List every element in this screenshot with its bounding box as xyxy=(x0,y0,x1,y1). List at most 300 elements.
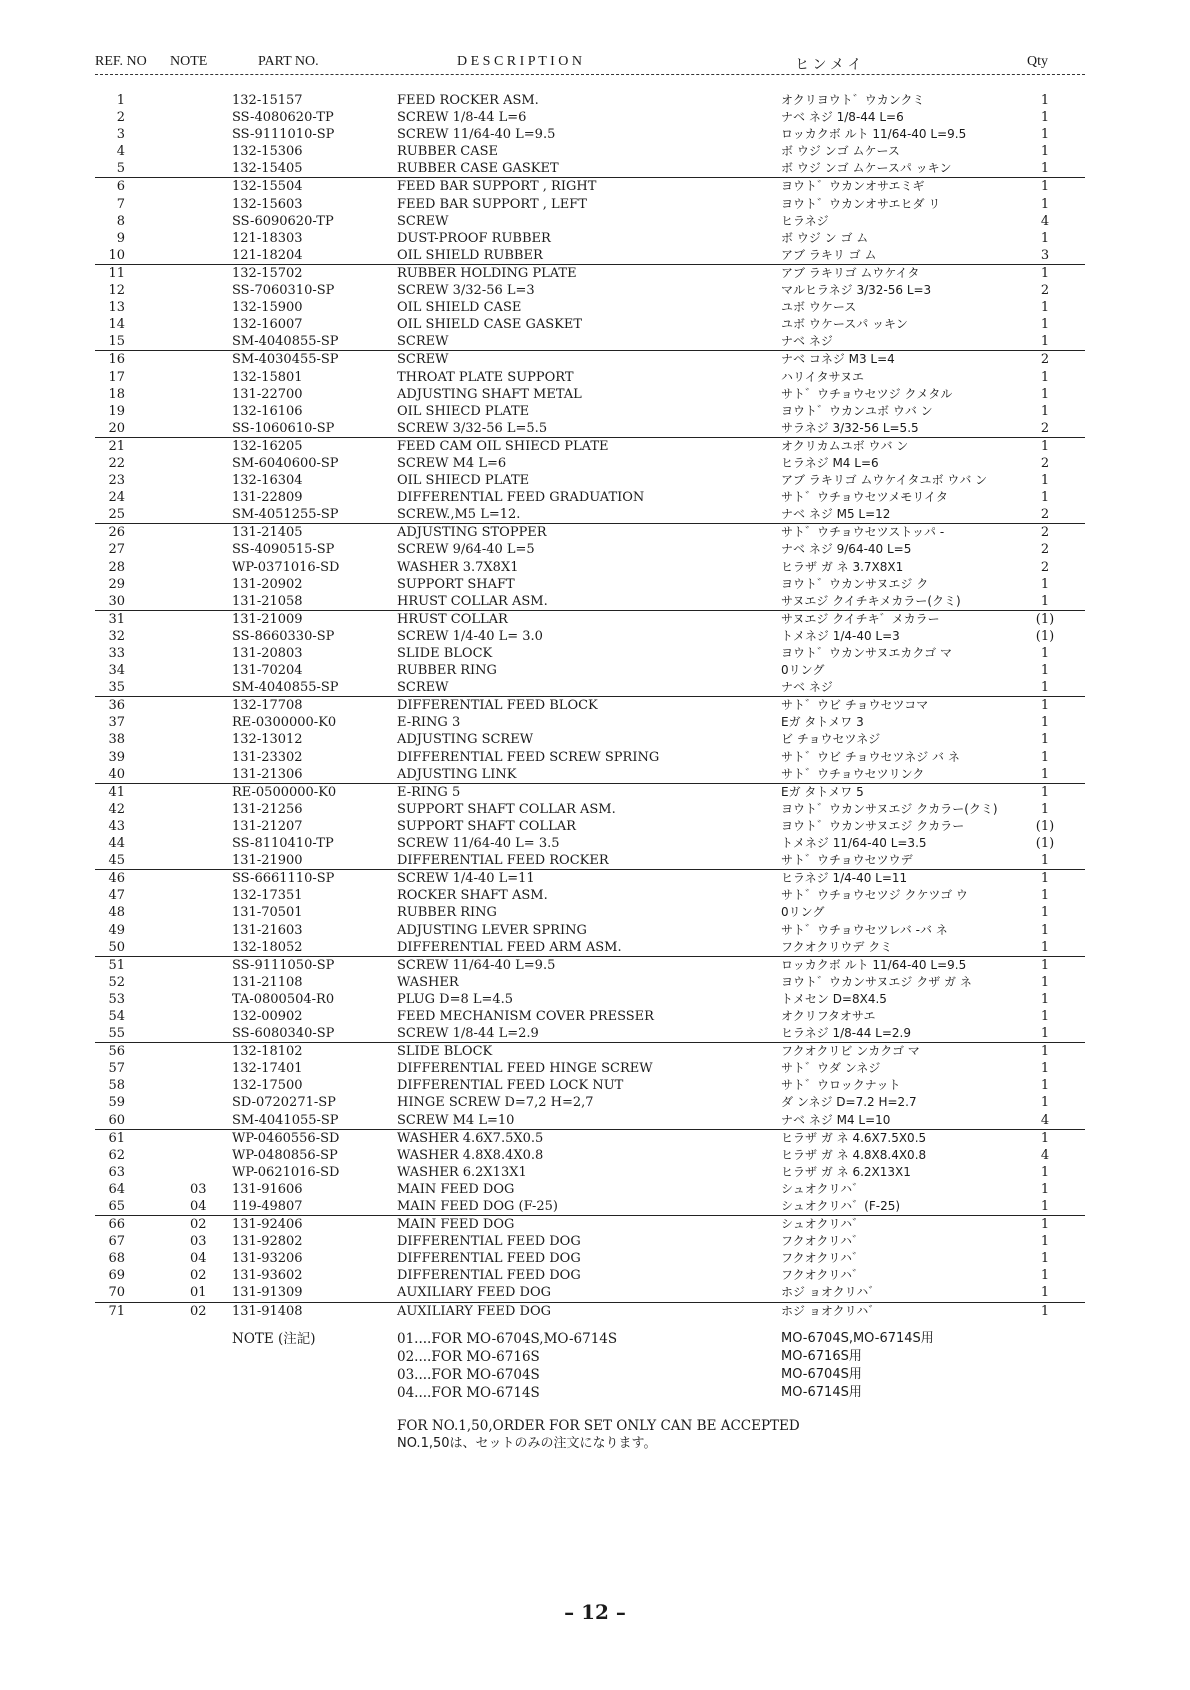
table-row xyxy=(95,749,1085,766)
ref-number: 24 xyxy=(108,490,125,506)
table-row xyxy=(95,1025,1085,1043)
part-number: SS-8110410-TP xyxy=(232,836,334,852)
quantity: 1 xyxy=(1040,1199,1050,1214)
description: AUXILIARY FEED DOG xyxy=(397,1303,552,1319)
japanese-name: ヒラネジ 1/4-40 L=11 xyxy=(781,871,908,886)
ref-number: 46 xyxy=(108,871,125,887)
part-number: 132-17401 xyxy=(232,1061,303,1077)
description: RUBBER RING xyxy=(397,663,497,679)
description: HRUST COLLAR xyxy=(397,611,508,627)
description: SCREW 3/32-56 L=5.5 xyxy=(397,420,548,436)
table-row xyxy=(95,1267,1085,1284)
description: SCREW 11/64-40 L=9.5 xyxy=(397,127,556,143)
part-number: WP-0371016-SD xyxy=(232,559,340,575)
japanese-name: ヨウト゛ウカンサヌエジ クカラー xyxy=(781,818,965,833)
japanese-name: ヒラザ ガ ネ 3.7X8X1 xyxy=(781,559,904,574)
ref-number: 63 xyxy=(108,1164,125,1180)
description: SCREW M4 L=6 xyxy=(397,455,507,471)
table-row xyxy=(95,299,1085,316)
table-row xyxy=(95,265,1085,282)
table-row xyxy=(95,420,1085,438)
table-row xyxy=(95,662,1085,679)
part-number: SM-6040600-SP xyxy=(232,455,339,471)
table-row xyxy=(95,1077,1085,1094)
japanese-name: ロッカクボ ルト 11/64-40 L=9.5 xyxy=(781,127,967,142)
description: SCREW 1/4-40 L=11 xyxy=(397,871,535,887)
quantity: 1 xyxy=(1040,179,1050,195)
description: AUXILIARY FEED DOG xyxy=(397,1285,552,1301)
quantity: 1 xyxy=(1040,1026,1050,1042)
table-row xyxy=(95,541,1085,558)
table-row xyxy=(95,1216,1085,1233)
part-number: SD-0720271-SP xyxy=(232,1095,336,1111)
part-number: SS-9111050-SP xyxy=(232,957,335,973)
table-row xyxy=(95,576,1085,593)
description: OIL SHIECD PLATE xyxy=(397,403,530,419)
description: FEED CAM OIL SHIECD PLATE xyxy=(397,438,609,454)
japanese-name: ヨウト゛ウカンサヌエジ クザ ガ ネ xyxy=(781,974,972,989)
quantity: 1 xyxy=(1040,1061,1050,1077)
note-item-en: 03....FOR MO-6704S xyxy=(397,1367,540,1383)
ref-number: 5 xyxy=(116,161,125,177)
part-number: 132-00902 xyxy=(232,1008,303,1024)
table-row xyxy=(95,922,1085,939)
part-number: SM-4040855-SP xyxy=(232,680,339,696)
table-row xyxy=(95,316,1085,333)
part-number: SM-4040855-SP xyxy=(232,334,339,350)
quantity: 3 xyxy=(1040,247,1050,263)
note-code: 02 xyxy=(190,1217,207,1233)
japanese-name: 0リング xyxy=(781,905,825,920)
ref-number: 39 xyxy=(108,749,125,765)
table-row xyxy=(95,714,1085,731)
quantity: 1 xyxy=(1040,663,1050,679)
part-number: 131-91606 xyxy=(232,1181,303,1197)
ref-number: 18 xyxy=(108,386,125,402)
japanese-name: ナベ コネジ M3 L=4 xyxy=(781,352,895,367)
table-row xyxy=(95,852,1085,870)
quantity: 1 xyxy=(1040,1285,1050,1301)
japanese-name: フクオクリウデ クミ xyxy=(781,939,893,954)
table-row xyxy=(95,230,1085,247)
note-item-en: 04....FOR MO-6714S xyxy=(397,1385,540,1401)
parts-table xyxy=(95,92,1085,1320)
quantity: 1 xyxy=(1040,93,1050,108)
quantity: 2 xyxy=(1040,542,1050,558)
quantity: 1 xyxy=(1040,1303,1050,1319)
ref-number: 25 xyxy=(108,507,125,523)
description: FEED MECHANISM COVER PRESSER xyxy=(397,1008,654,1024)
ref-number: 44 xyxy=(108,836,125,852)
japanese-name: ビ チョウセツネジ xyxy=(781,732,881,747)
description: SCREW xyxy=(397,352,449,368)
table-row xyxy=(95,213,1085,230)
quantity: (1) xyxy=(1035,611,1055,627)
quantity: 1 xyxy=(1040,1234,1050,1250)
description: DIFFERENTIAL FEED DOG xyxy=(397,1268,581,1284)
part-number: WP-0621016-SD xyxy=(232,1164,340,1180)
description: DIFFERENTIAL FEED GRADUATION xyxy=(397,490,645,506)
description: RUBBER CASE xyxy=(397,144,498,160)
table-row xyxy=(95,524,1085,541)
part-number: 131-22700 xyxy=(232,386,303,402)
japanese-name: Eガ タトメワ 3 xyxy=(781,715,864,730)
japanese-name: シュオクリハ゛(F-25) xyxy=(781,1199,901,1213)
description: DIFFERENTIAL FEED SCREW SPRING xyxy=(397,749,660,765)
table-row xyxy=(95,628,1085,645)
part-number: SS-6090620-TP xyxy=(232,213,334,229)
description: E-RING 5 xyxy=(397,784,461,800)
description: SCREW 11/64-40 L= 3.5 xyxy=(397,836,560,852)
part-number: 132-18102 xyxy=(232,1044,303,1060)
ref-number: 45 xyxy=(108,853,125,869)
description: FEED BAR SUPPORT , RIGHT xyxy=(397,179,597,195)
part-number: 131-20902 xyxy=(232,576,303,592)
ref-number: 60 xyxy=(108,1112,125,1128)
part-number: 131-21405 xyxy=(232,525,303,541)
ref-number: 4 xyxy=(116,144,125,160)
note-code: 04 xyxy=(190,1251,207,1267)
part-number: 131-21009 xyxy=(232,611,303,627)
ref-number: 16 xyxy=(108,352,125,368)
japanese-name: サト゛ウチョウセツジ クケツゴ ウ xyxy=(781,888,968,903)
japanese-name: ハリイタサヌエ xyxy=(781,369,865,384)
quantity: 1 xyxy=(1040,1008,1050,1024)
japanese-name: ヨウト゛ウカンユボ ウバ ン xyxy=(781,403,933,418)
part-number: 132-16205 xyxy=(232,438,303,454)
ref-number: 10 xyxy=(108,247,125,263)
table-row xyxy=(95,178,1085,195)
table-row xyxy=(95,1130,1085,1147)
table-row xyxy=(95,333,1085,351)
description: SCREW.,M5 L=12. xyxy=(397,507,521,523)
ref-number: 33 xyxy=(108,646,125,661)
japanese-name: オクリフタオサエ xyxy=(781,1008,876,1023)
ref-number: 11 xyxy=(108,265,125,281)
quantity: 1 xyxy=(1040,732,1050,748)
japanese-name: ホジ ョオクリハ゛ xyxy=(781,1303,881,1318)
table-row xyxy=(95,282,1085,299)
ref-number: 52 xyxy=(108,974,125,990)
table-row xyxy=(95,679,1085,697)
table-row xyxy=(95,1147,1085,1164)
part-number: 132-15702 xyxy=(232,265,303,281)
description: SUPPORT SHAFT COLLAR ASM. xyxy=(397,801,616,817)
ref-number: 62 xyxy=(108,1147,125,1163)
japanese-name: ナベ ネジ xyxy=(781,680,833,695)
note-code: 03 xyxy=(190,1181,207,1197)
ref-number: 58 xyxy=(108,1078,125,1094)
table-row xyxy=(95,351,1085,368)
ref-number: 19 xyxy=(108,403,125,419)
quantity: 1 xyxy=(1040,334,1050,350)
quantity: 1 xyxy=(1040,369,1050,385)
japanese-name: ヒラザ ガ ネ 4.8X8.4X0.8 xyxy=(781,1147,927,1162)
part-number: SM-4030455-SP xyxy=(232,352,339,368)
note-code: 01 xyxy=(190,1285,207,1301)
ref-number: 47 xyxy=(108,888,125,904)
table-row xyxy=(95,1181,1085,1198)
part-number: 132-17500 xyxy=(232,1078,303,1094)
table-row xyxy=(95,991,1085,1008)
japanese-name: Eガ タトメワ 5 xyxy=(781,784,864,799)
description: MAIN FEED DOG xyxy=(397,1181,515,1197)
ref-number: 61 xyxy=(108,1130,125,1146)
table-row xyxy=(95,1233,1085,1250)
description: WASHER 4.8X8.4X0.8 xyxy=(397,1147,544,1163)
ref-number: 59 xyxy=(108,1095,125,1111)
part-number: SS-7060310-SP xyxy=(232,283,335,299)
part-number: 132-15405 xyxy=(232,161,303,177)
part-number: SS-8660330-SP xyxy=(232,628,335,644)
table-row xyxy=(95,1250,1085,1267)
description: MAIN FEED DOG xyxy=(397,1217,515,1233)
quantity: 1 xyxy=(1040,939,1050,955)
quantity: 2 xyxy=(1040,559,1050,575)
note-item-jp: MO-6716S用 xyxy=(781,1349,862,1364)
part-number: RE-0300000-K0 xyxy=(232,715,337,731)
japanese-name: フクオクリハ゛ xyxy=(781,1234,865,1249)
table-row xyxy=(95,766,1085,784)
note-code: 03 xyxy=(190,1234,207,1250)
header-description: D E S C R I P T I O N xyxy=(457,54,582,69)
japanese-name: ユボ ウケースパ ッキン xyxy=(781,317,908,332)
quantity: 1 xyxy=(1040,144,1050,160)
table-row xyxy=(95,1303,1085,1320)
note-code: 02 xyxy=(190,1303,207,1319)
table-row xyxy=(95,438,1085,455)
japanese-name: 0リング xyxy=(781,663,825,678)
part-number: 132-15603 xyxy=(232,196,303,212)
description: HRUST COLLAR ASM. xyxy=(397,593,548,609)
quantity: 1 xyxy=(1040,715,1050,731)
japanese-name: ナベ ネジ 9/64-40 L=5 xyxy=(781,542,912,557)
ref-number: 64 xyxy=(108,1181,125,1197)
quantity: 1 xyxy=(1040,905,1050,921)
table-row xyxy=(95,1112,1085,1130)
description: SLIDE BLOCK xyxy=(397,1044,493,1060)
japanese-name: ナベ ネジ 1/8-44 L=6 xyxy=(781,110,904,125)
japanese-name: ヒラネジ xyxy=(781,213,829,228)
table-row xyxy=(95,109,1085,126)
japanese-name: ボ ウジ ンゴ ムケースパ ッキン xyxy=(781,161,952,176)
ref-number: 26 xyxy=(108,525,125,541)
japanese-name: ホジ ョオクリハ゛ xyxy=(781,1285,881,1300)
part-number: 132-17708 xyxy=(232,698,303,714)
quantity: 2 xyxy=(1040,507,1050,523)
quantity: 1 xyxy=(1040,646,1050,661)
table-row xyxy=(95,835,1085,852)
description: SCREW 1/8-44 L=6 xyxy=(397,110,527,126)
japanese-name: ナベ ネジ xyxy=(781,334,833,349)
part-number: 131-92406 xyxy=(232,1217,303,1233)
ref-number: 32 xyxy=(108,628,125,644)
quantity: (1) xyxy=(1035,628,1055,644)
quantity: 1 xyxy=(1040,957,1050,973)
table-row xyxy=(95,784,1085,801)
ref-number: 8 xyxy=(116,213,125,229)
japanese-name: サト゛ウチョウセツストッパ - xyxy=(781,525,945,540)
description: SCREW xyxy=(397,213,449,229)
part-number: 121-18204 xyxy=(232,247,303,263)
japanese-name: ヒラザ ガ ネ 4.6X7.5X0.5 xyxy=(781,1130,927,1145)
japanese-name: ヒラザ ガ ネ 6.2X13X1 xyxy=(781,1164,911,1179)
quantity: 1 xyxy=(1040,127,1050,143)
note-item-en: 02....FOR MO-6716S xyxy=(397,1349,540,1365)
table-row xyxy=(95,593,1085,611)
part-number: 132-15801 xyxy=(232,369,303,385)
table-row xyxy=(95,1043,1085,1060)
ref-number: 35 xyxy=(108,680,125,696)
japanese-name: ユボ ウケース xyxy=(781,300,857,315)
quantity: 1 xyxy=(1040,265,1050,281)
description: ADJUSTING STOPPER xyxy=(397,525,547,541)
japanese-name: アブ ラキリゴ ムウケイタ xyxy=(781,265,920,280)
table-row xyxy=(95,489,1085,506)
ref-number: 20 xyxy=(108,420,125,436)
description: SLIDE BLOCK xyxy=(397,646,493,661)
ref-number: 38 xyxy=(108,732,125,748)
table-row xyxy=(95,386,1085,403)
ref-number: 12 xyxy=(108,283,125,299)
quantity: 2 xyxy=(1040,420,1050,436)
table-row xyxy=(95,455,1085,472)
quantity: 1 xyxy=(1040,386,1050,402)
note-item-en: 01....FOR MO-6704S,MO-6714S xyxy=(397,1331,618,1347)
quantity: 4 xyxy=(1040,1147,1050,1163)
quantity: 1 xyxy=(1040,196,1050,212)
header-ref: REF. NO xyxy=(95,54,147,69)
japanese-name: サト゛ウチョウセツリンク xyxy=(781,766,925,781)
japanese-name: サヌエジ クイチキメカラー(クミ) xyxy=(781,593,961,608)
note-item-jp: MO-6704S,MO-6714S用 xyxy=(781,1331,934,1346)
quantity: 1 xyxy=(1040,1044,1050,1060)
part-number: 131-22809 xyxy=(232,490,303,506)
quantity: 1 xyxy=(1040,871,1050,887)
quantity: 1 xyxy=(1040,888,1050,904)
ref-number: 28 xyxy=(108,559,125,575)
quantity: 1 xyxy=(1040,1251,1050,1267)
quantity: 1 xyxy=(1040,110,1050,126)
order-notice-en: FOR NO.1,50,ORDER FOR SET ONLY CAN BE ACCEPTED xyxy=(397,1418,800,1434)
quantity: 1 xyxy=(1040,698,1050,714)
part-number: 121-18303 xyxy=(232,230,303,246)
japanese-name: オクリヨウト゛ウカンクミ xyxy=(781,93,925,107)
japanese-name: ナベ ネジ M4 L=10 xyxy=(781,1112,891,1127)
table-row xyxy=(95,801,1085,818)
description: SCREW 1/4-40 L= 3.0 xyxy=(397,628,543,644)
japanese-name: トメネジ 1/4-40 L=3 xyxy=(781,628,900,643)
part-number: 131-93602 xyxy=(232,1268,303,1284)
ref-number: 27 xyxy=(108,542,125,558)
description: DIFFERENTIAL FEED HINGE SCREW xyxy=(397,1061,653,1077)
part-number: 132-17351 xyxy=(232,888,303,904)
japanese-name: ボ ウジ ン ゴ ム xyxy=(781,230,869,245)
description: HINGE SCREW D=7,2 H=2,7 xyxy=(397,1095,594,1111)
part-number: 132-15306 xyxy=(232,144,303,160)
japanese-name: ダ ンネジ D=7.2 H=2.7 xyxy=(781,1095,917,1110)
part-number: 132-15504 xyxy=(232,179,303,195)
description: SCREW xyxy=(397,680,449,696)
order-notice-jp: NO.1,50は、セットのみの注文になります。 xyxy=(397,1436,657,1451)
quantity: 1 xyxy=(1040,680,1050,696)
table-row xyxy=(95,160,1085,178)
ref-number: 40 xyxy=(108,766,125,782)
ref-number: 14 xyxy=(108,317,125,333)
description: DIFFERENTIAL FEED BLOCK xyxy=(397,698,598,714)
table-row xyxy=(95,904,1085,921)
ref-number: 34 xyxy=(108,663,125,679)
quantity: 1 xyxy=(1040,230,1050,246)
description: WASHER 4.6X7.5X0.5 xyxy=(397,1130,544,1146)
header-divider xyxy=(95,74,1085,75)
ref-number: 43 xyxy=(108,818,125,834)
quantity: 1 xyxy=(1040,974,1050,990)
ref-number: 2 xyxy=(116,110,125,126)
japanese-name: サト゛ウチョウセツメモリイタ xyxy=(781,490,949,505)
quantity: 1 xyxy=(1040,300,1050,316)
ref-number: 57 xyxy=(108,1061,125,1077)
japanese-name: ヒラネジ 1/8-44 L=2.9 xyxy=(781,1026,912,1041)
quantity: 1 xyxy=(1040,1095,1050,1111)
part-number: 131-91408 xyxy=(232,1303,303,1319)
description: ADJUSTING SHAFT METAL xyxy=(397,386,582,402)
ref-number: 7 xyxy=(116,196,125,212)
description: DIFFERENTIAL FEED ROCKER xyxy=(397,853,609,869)
table-row xyxy=(95,1094,1085,1111)
part-number: SS-4090515-SP xyxy=(232,542,335,558)
japanese-name: サト゛ウダ ンネジ xyxy=(781,1061,881,1076)
japanese-name: オクリカムユボ ウバ ン xyxy=(781,438,909,453)
ref-number: 71 xyxy=(108,1303,125,1319)
description: RUBBER CASE GASKET xyxy=(397,161,559,177)
description: SUPPORT SHAFT COLLAR xyxy=(397,818,576,834)
japanese-name: マルヒラネジ 3/32-56 L=3 xyxy=(781,283,932,298)
description: WASHER 6.2X13X1 xyxy=(397,1164,527,1180)
part-number: SM-4051255-SP xyxy=(232,507,339,523)
quantity: 1 xyxy=(1040,1181,1050,1197)
table-row xyxy=(95,506,1085,524)
japanese-name: サヌエジ クイチキ゛メカラー xyxy=(781,611,940,626)
notes-label: NOTE (注記) xyxy=(232,1331,316,1347)
ref-number: 66 xyxy=(108,1217,125,1233)
quantity: 1 xyxy=(1040,576,1050,592)
description: DIFFERENTIAL FEED LOCK NUT xyxy=(397,1078,624,1094)
description: FEED BAR SUPPORT , LEFT xyxy=(397,196,587,212)
description: SCREW 11/64-40 L=9.5 xyxy=(397,957,556,973)
description: E-RING 3 xyxy=(397,715,461,731)
ref-number: 68 xyxy=(108,1251,125,1267)
description: MAIN FEED DOG (F-25) xyxy=(397,1199,559,1214)
japanese-name: ヒラネジ M4 L=6 xyxy=(781,455,879,470)
table-row xyxy=(95,974,1085,991)
description: DIFFERENTIAL FEED DOG xyxy=(397,1234,581,1250)
ref-number: 69 xyxy=(108,1268,125,1284)
japanese-name: シュオクリハ゛ xyxy=(781,1181,865,1196)
quantity: 1 xyxy=(1040,317,1050,333)
part-number: SS-6661110-SP xyxy=(232,871,335,887)
ref-number: 30 xyxy=(108,593,125,609)
japanese-name: アブ ラキリ ゴ ム xyxy=(781,247,877,262)
quantity: 4 xyxy=(1040,213,1050,229)
ref-number: 67 xyxy=(108,1234,125,1250)
header-japanese-name: ヒ ン メ イ xyxy=(795,58,862,73)
part-number: 131-21256 xyxy=(232,801,303,817)
japanese-name: サト゛ウチョウセツウデ xyxy=(781,853,913,868)
japanese-name: フクオクリハ゛ xyxy=(781,1268,865,1283)
ref-number: 53 xyxy=(108,991,125,1007)
quantity: 1 xyxy=(1040,593,1050,609)
